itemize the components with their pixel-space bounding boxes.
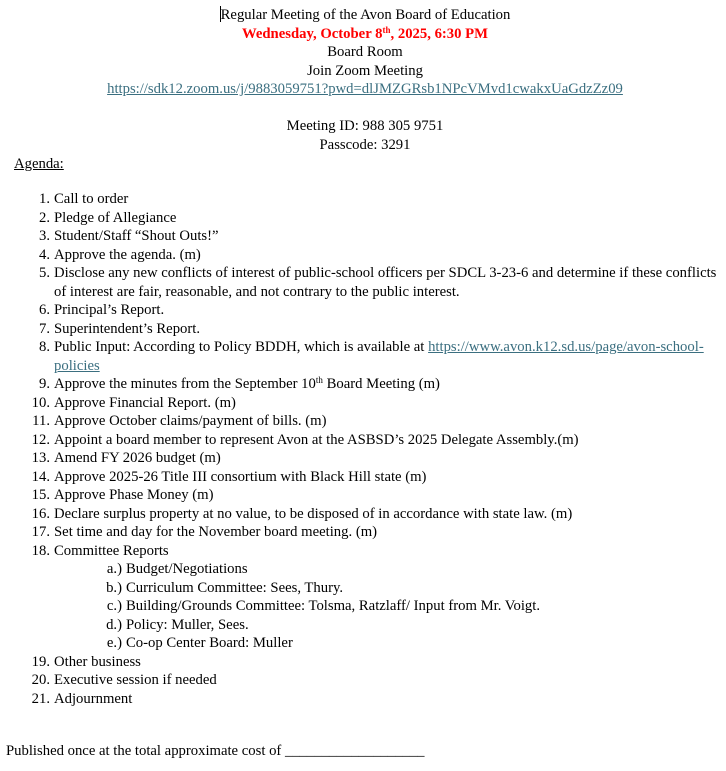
meeting-date [0, 25, 726, 44]
item-number: 7. [38, 320, 50, 337]
item-text: Principal’s Report. [54, 302, 165, 318]
item-text: Approve Phase Money (m) [54, 487, 214, 503]
item-number: d.) [106, 616, 122, 633]
item-text-post: Board Meeting (m) [322, 376, 440, 392]
date-sup: th [382, 24, 391, 35]
agenda-heading: Agenda: [14, 156, 64, 172]
item-number: 3. [38, 228, 50, 244]
item-text: Adjournment [54, 690, 133, 707]
agenda-item [0, 671, 726, 690]
item-text: Policy: Muller, Sees. [126, 616, 249, 633]
item-text: Approve the minutes from the September 10 [54, 376, 316, 392]
item-text: Curriculum Committee: Sees, Thury. [126, 579, 344, 596]
item-text: Committee Reports [54, 542, 169, 559]
agenda-item [0, 338, 726, 375]
item-number: 9. [38, 376, 50, 392]
agenda-item [0, 320, 726, 339]
item-text: Amend FY 2026 budget (m) [54, 450, 221, 466]
agenda-item [0, 264, 726, 301]
title-text: Regular Meeting of the Avon Board of Education [220, 7, 511, 23]
item-number: 17. [31, 524, 50, 540]
item-text: Superintendent’s Report. [54, 320, 201, 337]
agenda-item [0, 190, 726, 209]
agenda-item [0, 227, 726, 246]
item-text: Other business [54, 653, 141, 670]
agenda-item [0, 690, 726, 709]
item-number: a.) [106, 561, 122, 577]
item-text: Budget/Negotiations [126, 561, 248, 577]
agenda-item [0, 449, 726, 468]
item-number: 13. [31, 450, 50, 466]
policy-link[interactable]: https://www.avon.k12.sd.us/page/avon-school-policies [54, 339, 704, 374]
item-text: Approve the agenda. (m) [54, 246, 201, 263]
zoom-label: Join Zoom Meeting [307, 62, 423, 79]
item-text: Co-op Center Board: Muller [126, 635, 293, 651]
item-text: Set time and day for the November board meeting. (m) [54, 524, 378, 540]
item-number: 4. [38, 246, 50, 263]
date-text: Wednesday, October 8 [241, 25, 383, 42]
item-number: 10. [31, 394, 50, 411]
agenda-item [0, 431, 726, 450]
agenda-subitem [0, 579, 726, 598]
item-number: 21. [31, 690, 50, 707]
agenda-subitem [0, 560, 726, 579]
item-number: 14. [31, 468, 50, 485]
agenda-item [0, 412, 726, 431]
passcode: Passcode: 3291 [319, 136, 411, 153]
zoom-link[interactable]: https://sdk12.zoom.us/j/9883059751?pwd=dlJMZGRsb1NPcVMvd1cwakxUaGdzZz09 [107, 81, 623, 97]
item-number: 19. [31, 653, 50, 670]
agenda-item [0, 653, 726, 672]
item-number: 20. [31, 672, 50, 688]
item-text: Approve Financial Report. (m) [54, 394, 236, 411]
agenda-item [0, 394, 726, 413]
item-text: Approve October claims/payment of bills. (m) [54, 413, 327, 429]
item-text: Building/Grounds Committee: Tolsma, Ratzlaff/ Input from Mr. Voigt. [126, 598, 541, 614]
item-number: 11. [32, 413, 50, 429]
agenda-item [0, 523, 726, 542]
item-number: 18. [31, 542, 50, 559]
item-number: 2. [38, 209, 50, 226]
item-number: e.) [106, 635, 122, 651]
agenda-item [0, 468, 726, 487]
item-text: Executive session if needed [54, 672, 217, 688]
agenda-item [0, 542, 726, 561]
item-text: Pledge of Allegiance [54, 209, 177, 226]
published-note: Published once at the total approximate cost of ___________________ [6, 743, 425, 759]
item-number: c.) [106, 598, 122, 614]
item-text: Public Input: According to Policy BDDH, which is available at [54, 339, 429, 355]
item-number: 6. [38, 302, 50, 318]
date-text-post: , 2025, 6:30 PM [390, 25, 488, 42]
item-text: Appoint a board member to represent Avon at the ASBSD’s 2025 Delegate Assembly.(m) [54, 431, 579, 448]
agenda-item [0, 209, 726, 228]
item-number: 15. [31, 487, 50, 503]
item-number: 5. [38, 265, 50, 281]
item-text: Call to order [54, 191, 129, 207]
meeting-location: Board Room [327, 44, 403, 60]
agenda-subitem [0, 634, 726, 653]
meeting-id: Meeting ID: 988 305 9751 [286, 118, 444, 134]
item-text: Approve 2025-26 Title III consortium with Black Hill state (m) [54, 468, 427, 485]
agenda-item [0, 301, 726, 320]
agenda-item [0, 505, 726, 524]
meeting-title [0, 6, 726, 25]
item-sup: th [315, 375, 323, 385]
agenda-item [0, 486, 726, 505]
agenda-item [0, 246, 726, 265]
item-text: Student/Staff “Shout Outs!” [54, 228, 219, 244]
item-number: 16. [31, 505, 50, 522]
item-text: Disclose any new conflicts of interest of public-school officers per SDCL 3-23-6 and determine if these conflicts of interest are fair, reasonable, and not contrary to the public interest. [54, 265, 717, 300]
item-text: Declare surplus property at no value, to be disposed of in accordance with state law. (m) [54, 505, 573, 522]
item-number: 1. [38, 191, 50, 207]
item-number: b.) [106, 579, 122, 596]
agenda-list [0, 190, 726, 708]
item-number: 12. [31, 431, 50, 448]
agenda-subitem [0, 616, 726, 635]
item-number: 8. [38, 339, 50, 355]
agenda-subitem [0, 597, 726, 616]
agenda-item [0, 375, 726, 394]
